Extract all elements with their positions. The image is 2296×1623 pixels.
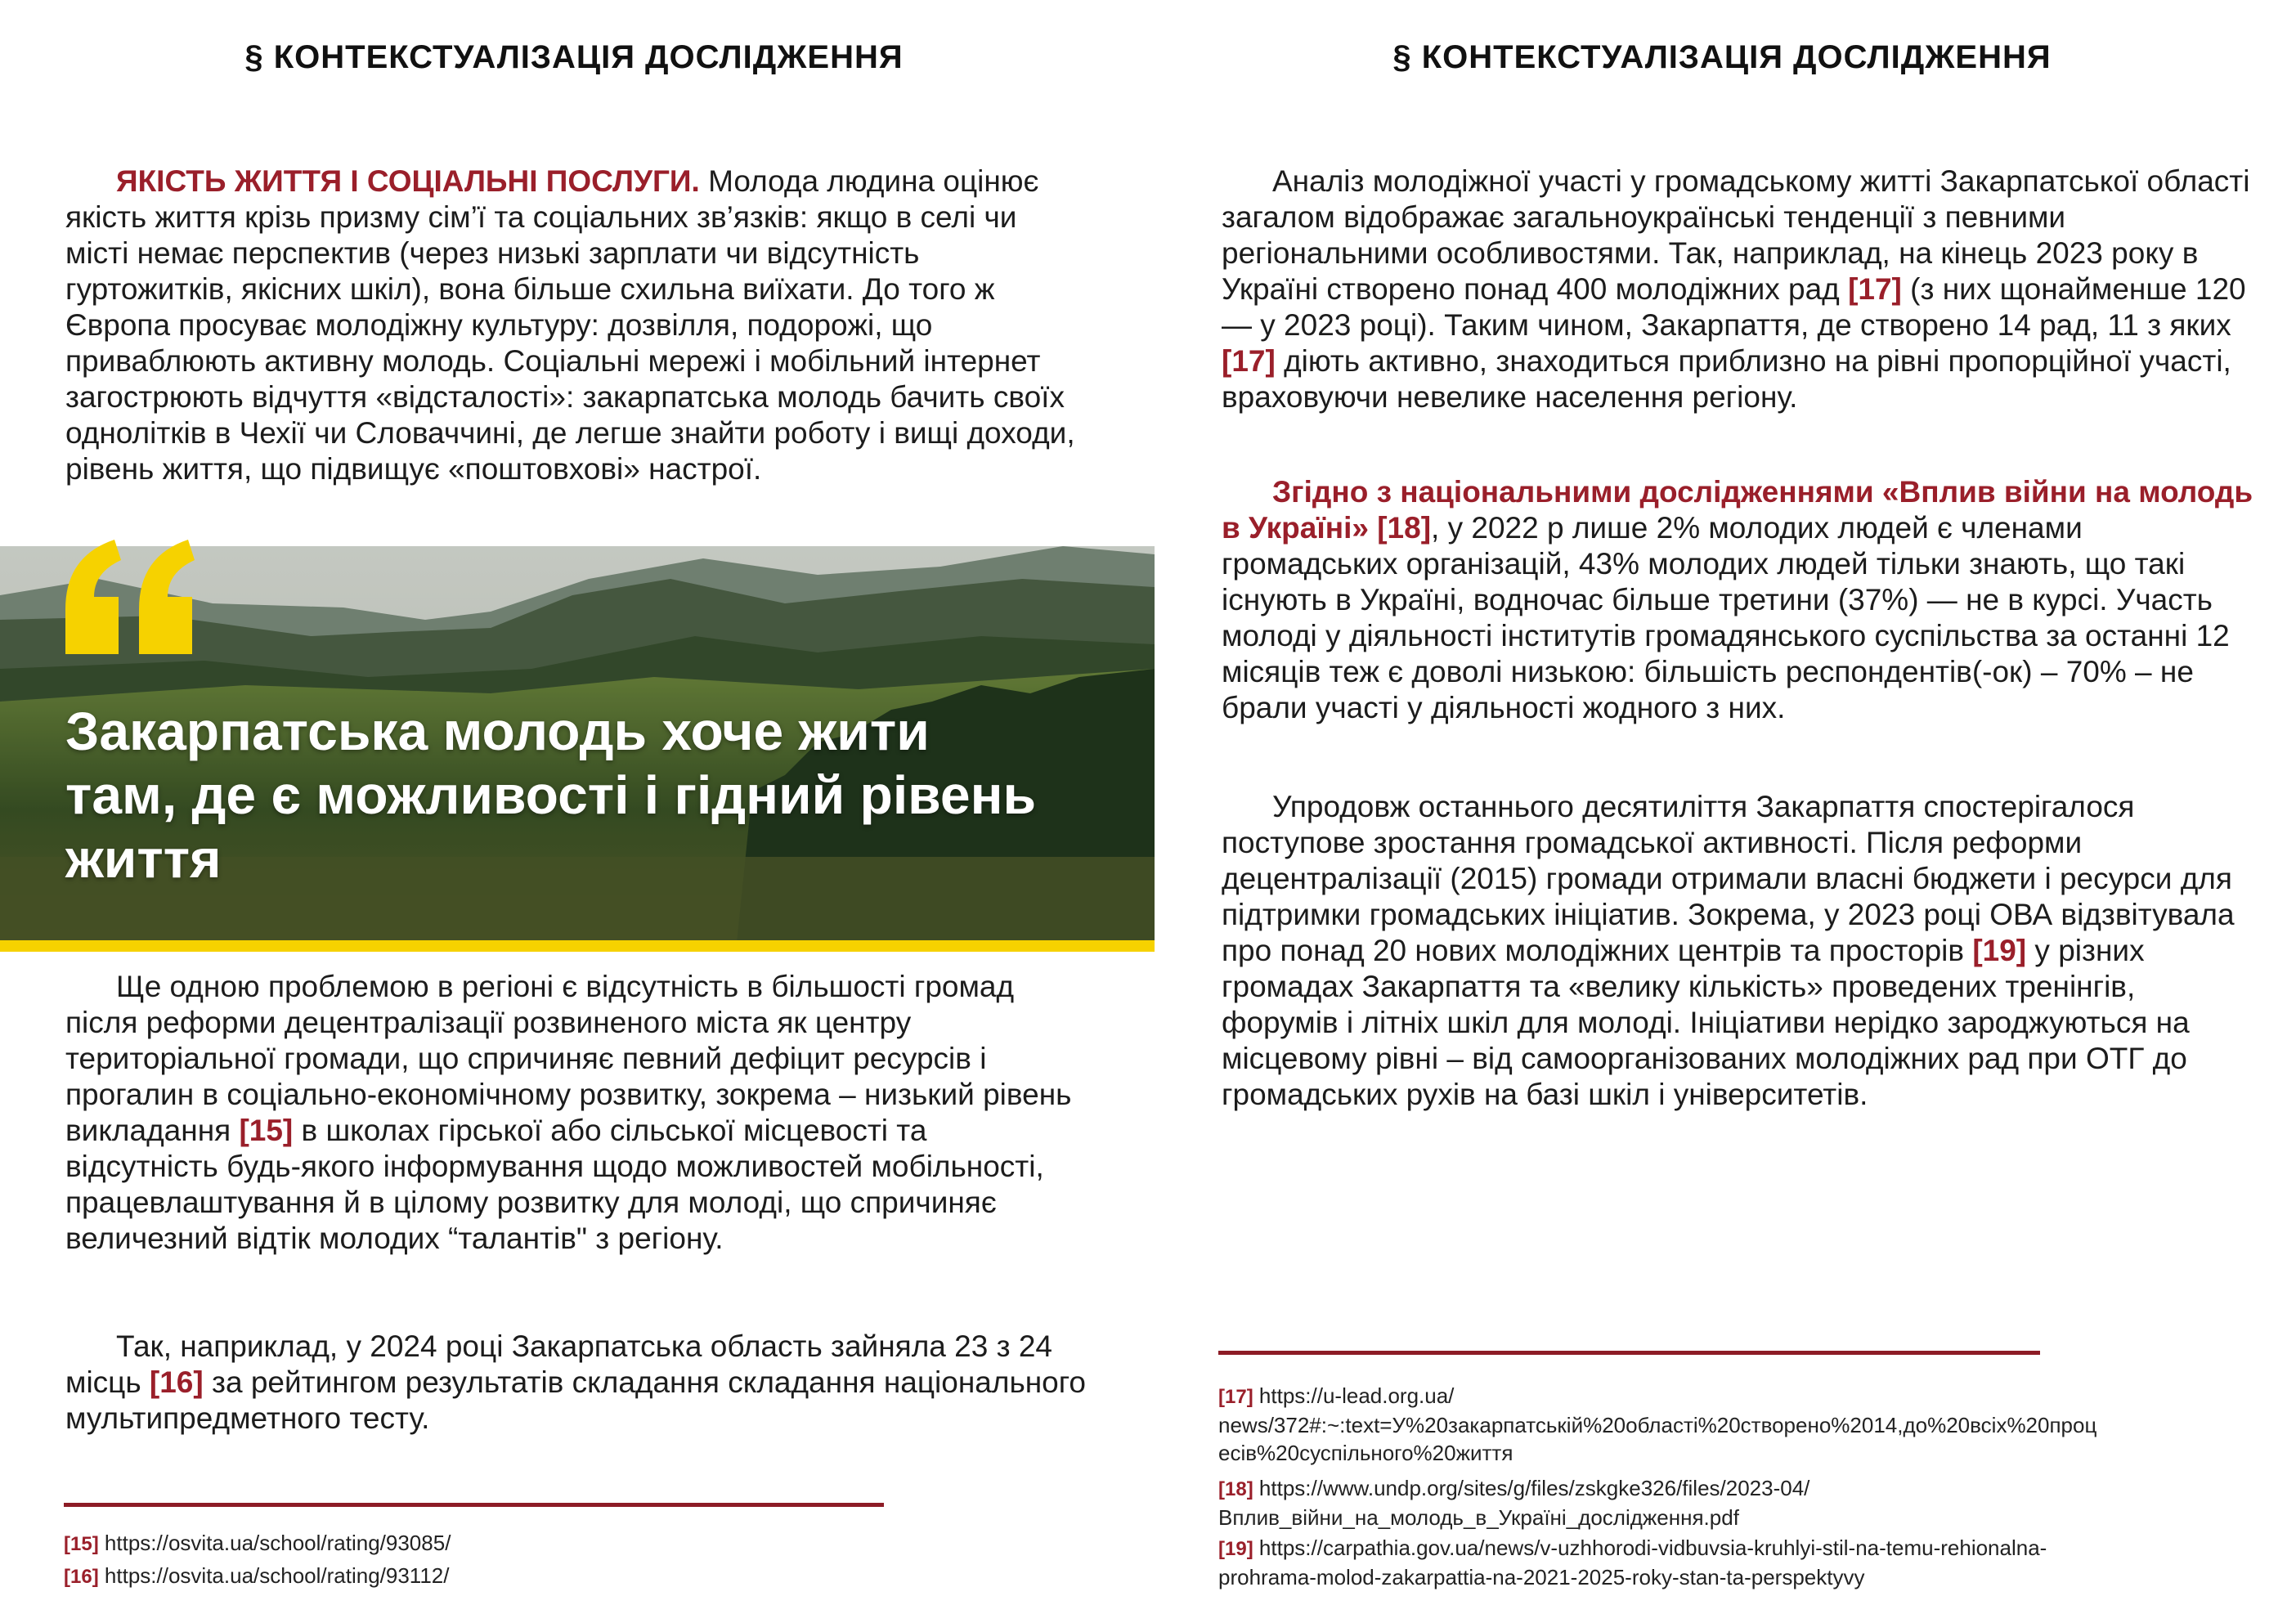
- paragraph-heading: ЯКІСТЬ ЖИТТЯ І СОЦІАЛЬНІ ПОСЛУГИ.: [116, 164, 700, 198]
- footnote-divider: [1218, 1351, 2040, 1355]
- footnote-divider: [64, 1503, 884, 1507]
- page-header: § КОНТЕКСТУАЛІЗАЦІЯ ДОСЛІДЖЕННЯ: [244, 39, 904, 75]
- footnote: [15] https://osvita.ua/school/rating/93085/: [64, 1531, 451, 1555]
- pull-quote: Закарпатська молодь хоче жити там, де є можливості і гідний рівень життя: [65, 701, 1037, 889]
- footnote-link[interactable]: https://carpathia.gov.ua/news/v-uzhhorodi-vidbuvsia-kruhlyi-stil-na-temu-rehionalna-: [1258, 1536, 2047, 1560]
- citation-ref[interactable]: [17]: [1848, 272, 1902, 306]
- footnote-link[interactable]: https://osvita.ua/school/rating/93085/: [104, 1531, 451, 1555]
- paragraph-war-impact: Згідно з національними дослідженнями «Вплив війни на молодь в Україні» [18], у 2022 р лише 2% молодих людей є членами громадських організацій, 43% молодих людей тільки знають, що такі існують в Україні, водночас більше третини (37%) — не в курсі. Участь молоді у діяльності інститутів громадянського суспільства за останні 12 місяців теж є доволі низькою: більшість респондентів(-ок) – 70% – не брали участі у діяльності жодного з них.: [1222, 475, 2253, 724]
- footnote-link[interactable]: https://osvita.ua/school/rating/93112/: [104, 1563, 450, 1588]
- footnote: [16] https://osvita.ua/school/rating/93112/: [64, 1563, 450, 1588]
- footnote-link[interactable]: Вплив_війни_на_молодь_в_Україні_дослідження.pdf: [1218, 1505, 1739, 1530]
- paragraph-civic-activity: Упродовж останнього десятиліття Закарпаття спостерігалося поступове зростання громадської активності. Після реформи децентралізації (2015) громади отримали власні бюджети і ресурси для підтримки громадських ініціатив. Зокрема, у 2023 році ОВА відзвітувала про понад 20 нових молодіжних центрів та просторів [19] у різних громадах Закарпаття та «велику кількість» проведених тренінгів, форумів і літніх шкіл для молоді. Ініціативи нерідко зароджуються на місцевому рівні – від самоорганізованих молодіжних рад при ОТГ до громадських рухів на базі шкіл і університетів.: [1222, 790, 2235, 1111]
- citation-ref[interactable]: [16]: [149, 1365, 204, 1399]
- citation-ref[interactable]: [17]: [1222, 344, 1276, 378]
- paragraph-youth-participation: Аналіз молодіжної участі у громадському житті Закарпатської області загалом відображає загальноукраїнські тенденції з певними регіональними особливостями. Так, наприклад, на кінець 2023 року в Україні створено понад 400 молодіжних рад [17] (з них щонайменше 120 — у 2023 році). Таким чином, Закарпаття, де створено 14 рад, 11 з яких [17] діють активно, знаходиться приблизно на рівні пропорційної участі, враховуючи невелике населення регіону.: [1222, 164, 2250, 414]
- footnote-link[interactable]: prohrama-molod-zakarpattia-na-2021-2025-roky-stan-ta-perspektyvy: [1218, 1565, 1865, 1589]
- footnote: [17] https://u-lead.org.ua/ news/372#:~:text=У%20закарпатській%20області%20створено%2014,до%20всіх%20проц есів%20суспільного%20життя: [1218, 1383, 2097, 1465]
- footnote-link[interactable]: news/372#:~:text=У%20закарпатській%20області%20створено%2014,до%20всіх%20проц: [1218, 1413, 2097, 1437]
- paragraph-decentralization: Ще одною проблемою в регіоні є відсутність в більшості громад після реформи децентралізації розвиненого міста як центру територіальної громади, що спричиняє певний дефіцит ресурсів і прогалин в соціально-економічному розвитку, зокрема – низький рівень викладання [15] в школах гірської або сільської місцевості та відсутність будь-якого інформування щодо можливостей мобільності, працевлаштування й в цілому розвитку для молоді, що спричиняє величезний відтік молодих “талантів" з регіону.: [65, 970, 1072, 1255]
- footnote-link[interactable]: есів%20суспільного%20життя: [1218, 1441, 1513, 1465]
- paragraph-heading: Згідно з національними дослідженнями «Вплив війни на молодь в Україні» [18]: [1222, 475, 2253, 545]
- citation-ref[interactable]: [15]: [239, 1114, 294, 1147]
- footnote: [19] https://carpathia.gov.ua/news/v-uzhhorodi-vidbuvsia-kruhlyi-stil-na-temu-rehionalna- prohrama-molod-zakarpattia-na-2021-2025-roky-stan-ta-perspektyvy: [1218, 1536, 2047, 1589]
- paragraph-rating: Так, наприклад, у 2024 році Закарпатська область зайняла 23 з 24 місць [16] за рейтингом результатів складання складання національного мультипредметного тесту.: [65, 1329, 1087, 1435]
- footnote: [18] https://www.undp.org/sites/g/files/zskgke326/files/2023-04/ Вплив_війни_на_молодь_в_Україні_дослідження.pdf: [1218, 1476, 1810, 1530]
- paragraph-text: Молода людина оцінює якість життя крізь призму сім’ї та соціальних зв’язків: якщо в селі чи місті немає перспектив (через низькі зарплати чи відсутність гуртожитків, якісних шкіл), вона більше схильна виїхати. До того ж Європа просуває молодіжну культуру: дозвілля, подорожі, що приваблюють активну молодь. Соціальні мережі і мобільний інтернет загострюють відчуття «відсталості»: закарпатська молодь бачить своїх однолітків в Чехії чи Словаччині, де легше знайти роботу і вищі доходи, рівень життя, що підвищує «поштовхові» настрої.: [65, 164, 1075, 486]
- quote-mark-icon: [57, 531, 204, 662]
- footnote-link[interactable]: https://www.undp.org/sites/g/files/zskgke326/files/2023-04/: [1258, 1476, 1810, 1500]
- yellow-stripe: [0, 940, 1155, 952]
- page-header: § КОНТЕКСТУАЛІЗАЦІЯ ДОСЛІДЖЕННЯ: [1392, 39, 2052, 75]
- footnote-link[interactable]: https://u-lead.org.ua/: [1258, 1383, 1455, 1408]
- paragraph-quality-of-life: [65, 164, 1087, 487]
- citation-ref[interactable]: [19]: [1972, 934, 2027, 967]
- right-page: [1148, 0, 2296, 1623]
